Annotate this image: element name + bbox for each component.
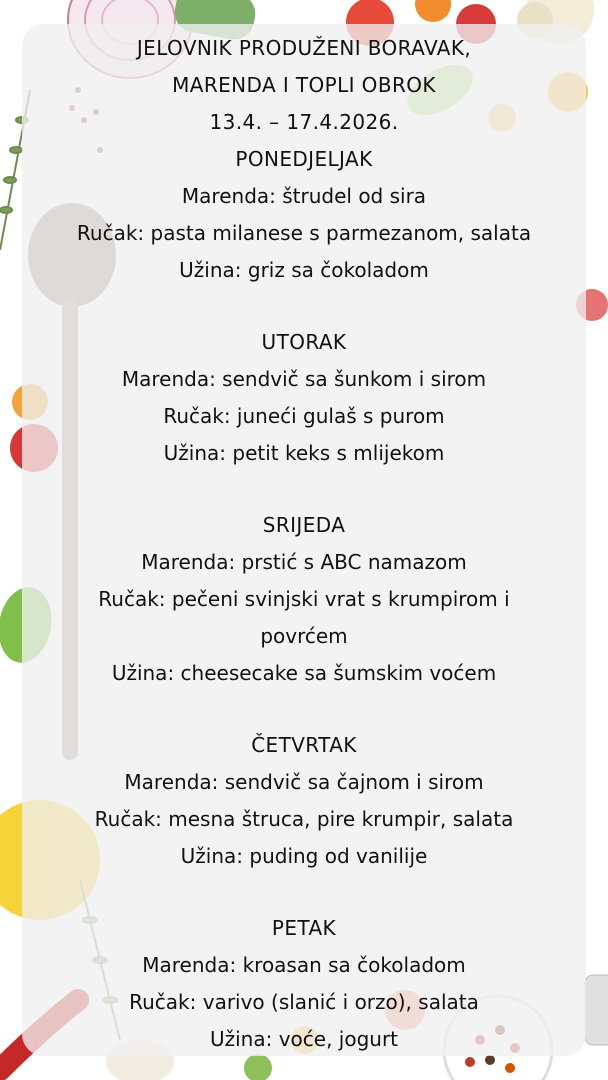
menu-line-monday-lunch: Ručak: pasta milanese s parmezanom, salata [76,221,532,245]
menu-card [22,24,586,1056]
menu-line-friday-snack: Marenda: kroasan sa čokoladom [142,953,466,977]
menu-line-friday-afternoon: Užina: voće, jogurt [209,1027,399,1051]
menu-line-wednesday-lunch: Ručak: pečeni svinjski vrat s krumpirom i [98,587,510,611]
menu-line-thursday-lunch: Ručak: mesna štruca, pire krumpir, salata [94,807,514,831]
menu-line-tuesday-lunch: Ručak: juneći gulaš s purom [163,404,445,428]
menu-date-range: 13.4. – 17.4.2026. [209,110,399,134]
menu-line-wednesday-lunch-cont: povrćem [260,624,348,648]
menu-line-friday-lunch: Ručak: varivo (slanić i orzo), salata [129,990,479,1014]
day-title-monday: PONEDJELJAK [235,147,373,171]
menu-line-thursday-snack: Marenda: sendvič sa čajnom i sirom [124,770,484,794]
menu-line-tuesday-afternoon: Užina: petit keks s mlijekom [163,441,445,465]
menu-line-tuesday-snack: Marenda: sendvič sa šunkom i sirom [121,367,487,391]
day-title-tuesday: UTORAK [261,330,347,354]
day-title-wednesday: SRIJEDA [262,513,346,537]
menu-line-wednesday-afternoon: Užina: cheesecake sa šumskim voćem [111,661,497,685]
day-title-friday: PETAK [271,916,337,940]
menu-title-line1: JELOVNIK PRODUŽENI BORAVAK, [136,36,472,60]
menu-title-line2: MARENDA I TOPLI OBROK [172,73,436,97]
green-tomato-icon [244,1054,272,1080]
menu-line-wednesday-snack: Marenda: prstić s ABC namazom [141,550,467,574]
day-title-thursday: ČETVRTAK [251,733,357,757]
menu-line-monday-afternoon: Užina: griz sa čokoladom [179,258,429,282]
menu-line-monday-snack: Marenda: štrudel od sira [181,184,427,208]
menu-line-thursday-afternoon: Užina: puding od vanilije [180,844,428,868]
